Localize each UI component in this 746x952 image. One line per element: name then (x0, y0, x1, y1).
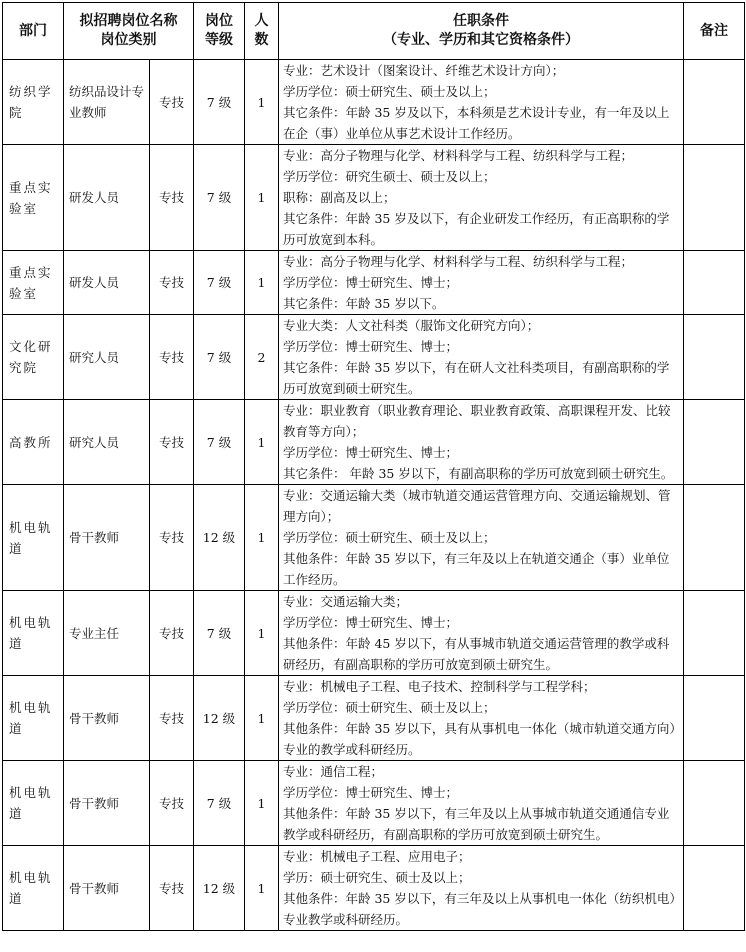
requirement-line: 专业：职业教育（职业教育理论、职业教育政策、高职课程开发、比较教育等方向）； (283, 403, 671, 439)
position-cell: 骨干教师 (64, 846, 150, 931)
table-row (3, 60, 745, 145)
header-note: 备注 (684, 3, 745, 60)
category-cell: 专技 (150, 60, 194, 145)
table-row (3, 315, 745, 400)
dept-cell: 重点实验室 (3, 145, 64, 251)
position-cell: 骨干教师 (64, 761, 150, 846)
header-count-line1: 人 (254, 13, 269, 29)
category-cell: 专技 (150, 400, 194, 485)
count-cell: 1 (245, 251, 279, 315)
table-row (3, 145, 745, 251)
header-req-line2: （专业、学历和其它资格条件） (383, 32, 579, 48)
requirement-line: 学历学位：博士研究生、博士； (283, 615, 459, 630)
requirement-line: 职称：副高及以上； (283, 190, 396, 205)
requirement-line: 专业：交通运输大类； (283, 594, 409, 609)
position-cell: 专业主任 (64, 591, 150, 676)
note-cell (684, 60, 745, 145)
position-cell: 骨干教师 (64, 485, 150, 591)
header-level-line2: 等级 (205, 32, 233, 48)
note-cell (684, 591, 745, 676)
requirement-line: 其他条件：年龄 35 岁以下，有三年及以上从事城市轨道交通通信专业教学或科研经历，有副高职称的学历可放宽到硕士研究生。 (283, 806, 670, 842)
count-cell: 1 (245, 676, 279, 761)
requirement-line: 学历学位：博士研究生、博士； (283, 445, 459, 460)
category-cell: 专技 (150, 315, 194, 400)
position-cell: 纺织品设计专业教师 (64, 60, 150, 145)
table-row (3, 485, 745, 591)
level-cell: 7 级 (194, 251, 245, 315)
requirement-line: 学历学位：博士研究生、博士； (283, 785, 459, 800)
dept-cell: 机电轨道 (3, 676, 64, 761)
table-row (3, 400, 745, 485)
category-cell: 专技 (150, 761, 194, 846)
requirements-cell (279, 676, 684, 761)
header-row (3, 3, 745, 60)
requirement-line: 其它条件：年龄 35 岁及以下，有企业研发工作经历，有正高职称的学历可放宽到本科。 (283, 211, 670, 247)
dept-cell: 机电轨道 (3, 485, 64, 591)
header-req-line1: 任职条件 (453, 13, 509, 29)
note-cell (684, 251, 745, 315)
count-cell: 1 (245, 761, 279, 846)
position-cell: 研究人员 (64, 400, 150, 485)
requirements-cell (279, 761, 684, 846)
requirement-line: 其它条件： 年龄 35 岁以下，有副高职称的学历可放宽到硕士研究生。 (283, 466, 674, 481)
count-cell: 1 (245, 60, 279, 145)
dept-cell: 高教所 (3, 400, 64, 485)
requirement-line: 学历学位：博士研究生、博士； (283, 339, 459, 354)
requirement-line: 学历学位：博士研究生、博士； (283, 275, 459, 290)
position-cell: 研发人员 (64, 145, 150, 251)
table-row (3, 251, 745, 315)
dept-cell: 纺织学院 (3, 60, 64, 145)
header-position (64, 3, 194, 60)
note-cell (684, 846, 745, 931)
header-count (245, 3, 279, 60)
dept-cell: 机电轨道 (3, 761, 64, 846)
level-cell: 12 级 (194, 846, 245, 931)
count-cell: 1 (245, 591, 279, 676)
category-cell: 专技 (150, 846, 194, 931)
header-requirements (279, 3, 684, 60)
requirement-line: 专业：通信工程； (283, 764, 384, 779)
header-position-name: 拟招聘岗位名称 (79, 13, 178, 29)
count-cell: 1 (245, 846, 279, 931)
requirement-line: 其它条件：年龄 35 岁以下，有在研人文社科类项目，有副高职称的学历可放宽到硕士研究生。 (283, 360, 670, 396)
requirement-line: 专业：机械电子工程、应用电子； (283, 849, 471, 864)
requirement-line: 专业：高分子物理与化学、材料科学与工程、纺织科学与工程； (283, 254, 634, 269)
requirements-cell (279, 60, 684, 145)
requirements-cell (279, 251, 684, 315)
requirement-line: 其它条件：年龄 35 岁及以下，本科须是艺术设计专业，有一年及以上在企（事）业单位从事艺术设计工作经历。 (283, 105, 670, 141)
level-cell: 7 级 (194, 145, 245, 251)
requirement-line: 学历学位：硕士研究生、硕士及以上； (283, 530, 496, 545)
requirements-cell (279, 315, 684, 400)
category-cell: 专技 (150, 676, 194, 761)
requirement-line: 其它条件：年龄 35 岁以下。 (283, 296, 445, 311)
position-cell: 研发人员 (64, 251, 150, 315)
table-row (3, 676, 745, 761)
position-cell: 骨干教师 (64, 676, 150, 761)
note-cell (684, 761, 745, 846)
requirement-line: 专业：机械电子工程、电子技术、控制科学与工程学科； (283, 679, 596, 694)
note-cell (684, 315, 745, 400)
category-cell: 专技 (150, 145, 194, 251)
count-cell: 1 (245, 400, 279, 485)
requirement-line: 其他条件：年龄 35 岁以下，有三年及以上从事机电一体化（纺织机电）专业教学或科研经历。 (283, 891, 676, 927)
level-cell: 12 级 (194, 485, 245, 591)
dept-cell: 机电轨道 (3, 846, 64, 931)
dept-cell: 文化研究院 (3, 315, 64, 400)
note-cell (684, 485, 745, 591)
dept-cell: 重点实验室 (3, 251, 64, 315)
requirement-line: 其他条件：年龄 35 岁以下，具有从事机电一体化（城市轨道交通方向）专业的教学或科研经历。 (283, 721, 676, 757)
table-row (3, 591, 745, 676)
note-cell (684, 145, 745, 251)
category-cell: 专技 (150, 251, 194, 315)
requirements-cell (279, 145, 684, 251)
requirements-cell (279, 591, 684, 676)
requirement-line: 专业：高分子物理与化学、材料科学与工程、纺织科学与工程； (283, 148, 634, 163)
header-level-line1: 岗位 (205, 13, 233, 29)
requirement-line: 其他条件：年龄 45 岁以下，有从事城市轨道交通运营管理的教学或科研经历，有副高职称的学历可放宽到硕士研究生。 (283, 636, 670, 672)
level-cell: 7 级 (194, 761, 245, 846)
position-cell: 研究人员 (64, 315, 150, 400)
requirement-line: 学历：硕士研究生、硕士及以上； (283, 870, 471, 885)
recruitment-table-page (2, 2, 744, 931)
note-cell (684, 400, 745, 485)
level-cell: 12 级 (194, 676, 245, 761)
requirement-line: 专业：艺术设计（图案设计、纤维艺术设计方向）； (283, 63, 565, 78)
count-cell: 2 (245, 315, 279, 400)
requirement-line: 专业大类：人文社科类（服饰文化研究方向）； (283, 318, 540, 333)
requirements-cell (279, 400, 684, 485)
category-cell: 专技 (150, 591, 194, 676)
count-cell: 1 (245, 145, 279, 251)
requirements-cell (279, 485, 684, 591)
recruitment-table (2, 2, 745, 931)
requirement-line: 其他条件：年龄 35 岁以下，有三年及以上在轨道交通企（事）业单位工作经历。 (283, 551, 670, 587)
header-count-line2: 数 (254, 32, 269, 48)
level-cell: 7 级 (194, 60, 245, 145)
requirements-cell (279, 846, 684, 931)
header-dept: 部门 (3, 3, 64, 60)
requirement-line: 学历学位：硕士研究生、硕士及以上； (283, 700, 496, 715)
level-cell: 7 级 (194, 591, 245, 676)
count-cell: 1 (245, 485, 279, 591)
level-cell: 7 级 (194, 400, 245, 485)
header-position-category: 岗位类别 (100, 32, 157, 48)
table-row (3, 846, 745, 931)
requirement-line: 学历学位：研究生硕士、硕士及以上； (283, 169, 496, 184)
table-row (3, 761, 745, 846)
level-cell: 7 级 (194, 315, 245, 400)
category-cell: 专技 (150, 485, 194, 591)
dept-cell: 机电轨道 (3, 591, 64, 676)
note-cell (684, 676, 745, 761)
requirement-line: 专业：交通运输大类（城市轨道交通运营管理方向、交通运输规划、管理方向）； (283, 488, 671, 524)
requirement-line: 学历学位：硕士研究生、硕士及以上； (283, 84, 496, 99)
header-level (194, 3, 245, 60)
table-body (3, 60, 745, 931)
